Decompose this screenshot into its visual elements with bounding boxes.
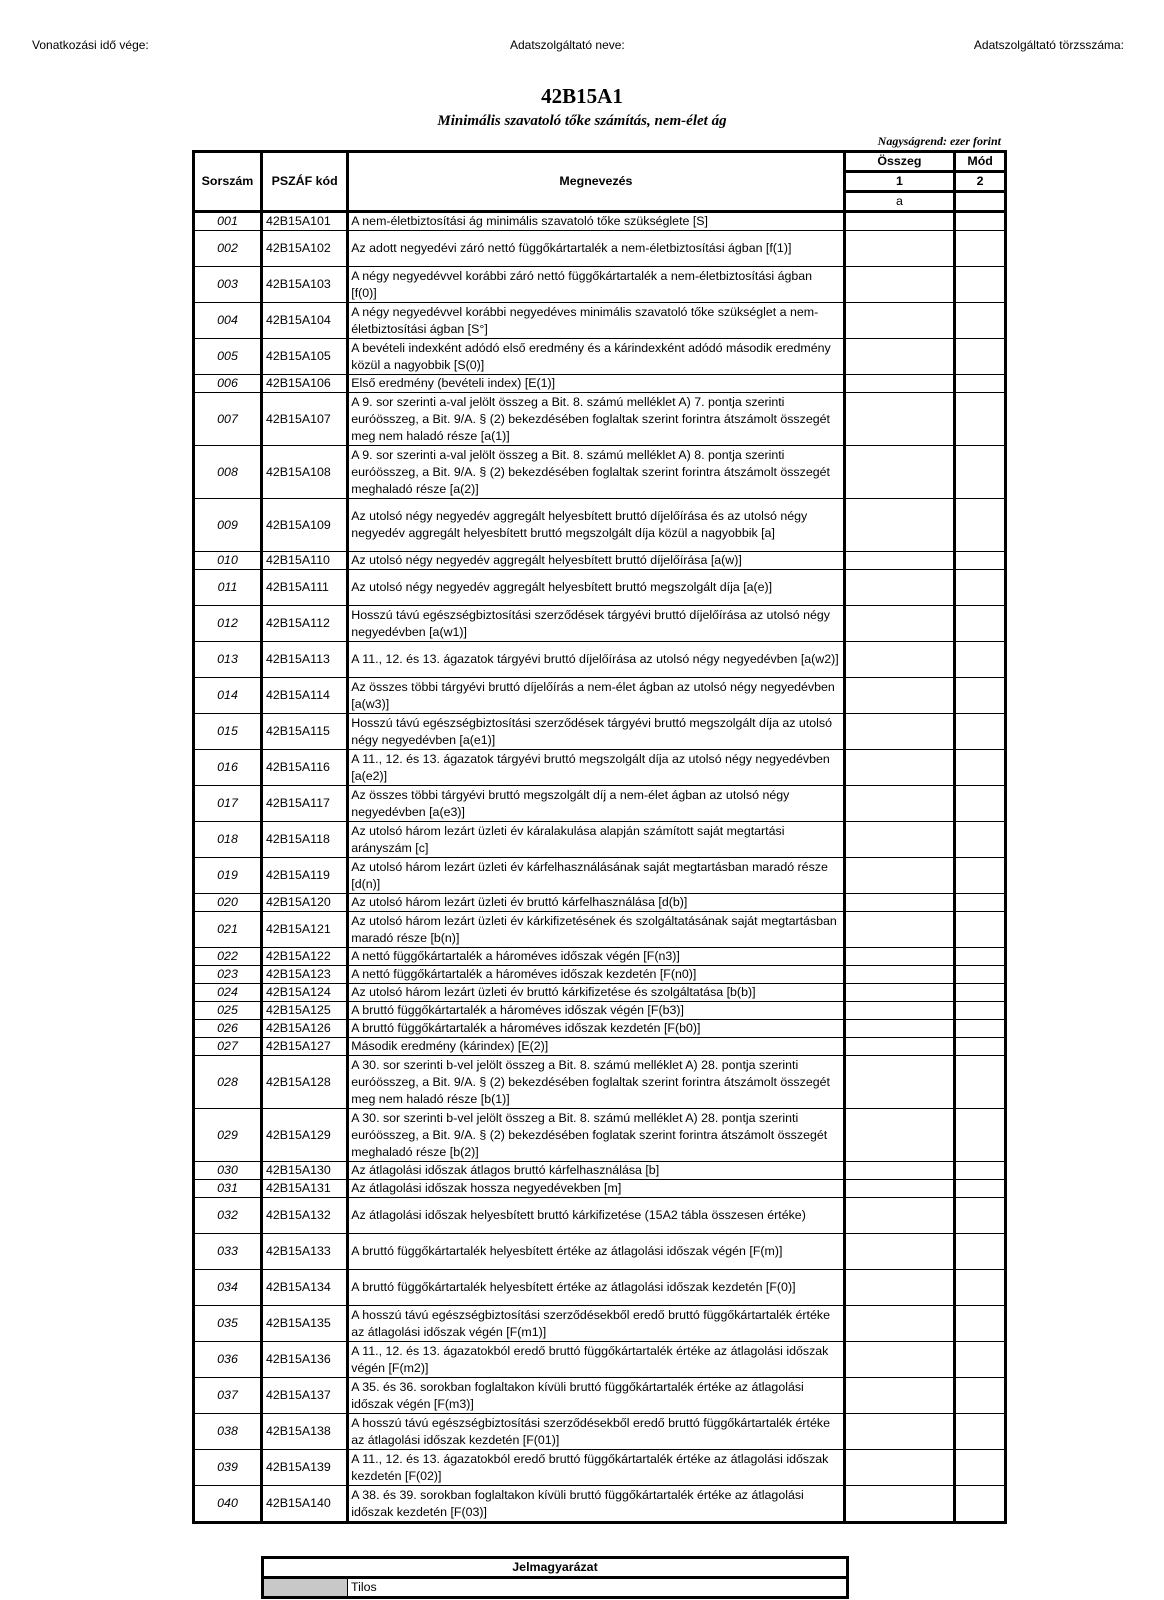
table-row <box>194 446 1006 499</box>
table-row <box>194 1020 1006 1038</box>
row-pszaf-code: 42B15A108 <box>262 446 348 499</box>
row-number: 001 <box>194 212 262 231</box>
row-pszaf-code: 42B15A130 <box>262 1162 348 1180</box>
row-mod-value[interactable] <box>955 912 1006 948</box>
table-row <box>194 1306 1006 1342</box>
table-row <box>194 499 1006 552</box>
row-name: Az utolsó négy negyedév aggregált helyesbített bruttó megszolgált díja [a(e)] <box>348 570 844 606</box>
row-mod-value[interactable] <box>955 678 1006 714</box>
row-pszaf-code: 42B15A112 <box>262 606 348 642</box>
header-sorszam: Sorszám <box>194 152 262 212</box>
table-row <box>194 1414 1006 1450</box>
row-mod-value[interactable] <box>955 267 1006 303</box>
row-pszaf-code: 42B15A139 <box>262 1450 348 1486</box>
row-number: 009 <box>194 499 262 552</box>
row-mod-value[interactable] <box>955 231 1006 267</box>
row-osszeg-value[interactable] <box>844 1038 955 1056</box>
row-number: 025 <box>194 1002 262 1020</box>
row-pszaf-code: 42B15A105 <box>262 339 348 375</box>
row-mod-value[interactable] <box>955 1002 1006 1020</box>
row-number: 016 <box>194 750 262 786</box>
table-row <box>194 858 1006 894</box>
row-number: 023 <box>194 966 262 984</box>
row-name: A négy negyedévvel korábbi záró nettó függőkártartalék a nem-életbiztosítási ágban [f(0)] <box>348 267 844 303</box>
row-name: Az összes többi tárgyévi bruttó megszolgált díj a nem-élet ágban az utolsó négy negyedévben [a(e3)] <box>348 786 844 822</box>
row-number: 037 <box>194 1378 262 1414</box>
table-row <box>194 1180 1006 1198</box>
row-name: A 9. sor szerinti a-val jelölt összeg a Bit. 8. számú melléklet A) 8. pontja szerinti euróösszeg, a Bit. 9/A. § (2) bekezdésében foglaltak szerint forintra átszámolt összegét meghaladó része [a(2)] <box>348 446 844 499</box>
header-reference-period-label: Vonatkozási idő vége: <box>32 38 149 52</box>
row-osszeg-value[interactable] <box>844 212 955 231</box>
row-number: 035 <box>194 1306 262 1342</box>
row-osszeg-value[interactable] <box>844 1486 955 1523</box>
row-number: 007 <box>194 393 262 446</box>
row-name: Hosszú távú egészségbiztosítási szerződések tárgyévi bruttó megszolgált díja az utolsó négy negyedévben [a(e1)] <box>348 714 844 750</box>
table-row <box>194 606 1006 642</box>
table-row <box>194 393 1006 446</box>
row-name: Az utolsó három lezárt üzleti év kárfelhasználásának saját megtartásban maradó része [d(n)] <box>348 858 844 894</box>
table-row <box>194 1056 1006 1109</box>
row-number: 021 <box>194 912 262 948</box>
row-number: 038 <box>194 1414 262 1450</box>
header-col-2-sub <box>955 192 1006 212</box>
row-osszeg-value[interactable] <box>844 822 955 858</box>
main-table <box>192 150 1007 1524</box>
row-number: 014 <box>194 678 262 714</box>
row-pszaf-code: 42B15A126 <box>262 1020 348 1038</box>
row-osszeg-value[interactable] <box>844 1342 955 1378</box>
row-mod-value[interactable] <box>955 1450 1006 1486</box>
table-row <box>194 1378 1006 1414</box>
row-name: Az utolsó négy negyedév aggregált helyesbített bruttó díjelőírása [a(w)] <box>348 552 844 570</box>
table-row <box>194 894 1006 912</box>
row-pszaf-code: 42B15A136 <box>262 1342 348 1378</box>
row-number: 005 <box>194 339 262 375</box>
row-pszaf-code: 42B15A104 <box>262 303 348 339</box>
row-mod-value[interactable] <box>955 1378 1006 1414</box>
row-pszaf-code: 42B15A114 <box>262 678 348 714</box>
row-pszaf-code: 42B15A102 <box>262 231 348 267</box>
row-pszaf-code: 42B15A129 <box>262 1109 348 1162</box>
row-mod-value[interactable] <box>955 499 1006 552</box>
row-mod-value[interactable] <box>955 894 1006 912</box>
row-number: 013 <box>194 642 262 678</box>
row-name: Az összes többi tárgyévi bruttó díjelőírás a nem-élet ágban az utolsó négy negyedévben [a(w3)] <box>348 678 844 714</box>
row-mod-value[interactable] <box>955 1180 1006 1198</box>
row-name: A négy negyedévvel korábbi negyedéves minimális szavatoló tőke szükséglet a nem-életbiztosítási ágban [S°] <box>348 303 844 339</box>
row-osszeg-value[interactable] <box>844 1270 955 1306</box>
row-name: A nettó függőkártartalék a hároméves időszak végén [F(n3)] <box>348 948 844 966</box>
row-name: A bevételi indexként adódó első eredmény és a kárindexként adódó második eredmény közül a nagyobbik [S(0)] <box>348 339 844 375</box>
row-osszeg-value[interactable] <box>844 267 955 303</box>
row-name: Az átlagolási időszak átlagos bruttó kárfelhasználása [b] <box>348 1162 844 1180</box>
row-number: 028 <box>194 1056 262 1109</box>
row-osszeg-value[interactable] <box>844 966 955 984</box>
row-pszaf-code: 42B15A119 <box>262 858 348 894</box>
legend-title: Jelmagyarázat <box>263 1558 848 1578</box>
header-megnevezes: Megnevezés <box>348 152 844 212</box>
row-name: Az utolsó négy negyedév aggregált helyesbített bruttó díjelőírása és az utolsó négy negyedév aggregált helyesbített bruttó megszolgált díja közül a nagyobbik [a] <box>348 499 844 552</box>
table-row <box>194 984 1006 1002</box>
row-name: Az átlagolási időszak hossza negyedévekben [m] <box>348 1180 844 1198</box>
header-pszaf-kod: PSZÁF kód <box>262 152 348 212</box>
table-row <box>194 822 1006 858</box>
row-osszeg-value[interactable] <box>844 1180 955 1198</box>
row-osszeg-value[interactable] <box>844 858 955 894</box>
row-osszeg-value[interactable] <box>844 642 955 678</box>
legend-swatch <box>263 1578 348 1598</box>
row-mod-value[interactable] <box>955 1198 1006 1234</box>
row-name: A 35. és 36. sorokban foglaltakon kívüli bruttó függőkártartalék értéke az átlagolási időszak végén [F(m3)] <box>348 1378 844 1414</box>
row-pszaf-code: 42B15A134 <box>262 1270 348 1306</box>
row-pszaf-code: 42B15A133 <box>262 1234 348 1270</box>
row-pszaf-code: 42B15A111 <box>262 570 348 606</box>
header-provider-id-label: Adatszolgáltató törzsszáma: <box>973 38 1124 52</box>
row-name: A hosszú távú egészségbiztosítási szerződésekből eredő bruttó függőkártartalék értéke az átlagolási időszak végén [F(m1)] <box>348 1306 844 1342</box>
table-row <box>194 714 1006 750</box>
row-pszaf-code: 42B15A122 <box>262 948 348 966</box>
row-mod-value[interactable] <box>955 393 1006 446</box>
row-name: A nettó függőkártartalék a hároméves időszak kezdetén [F(n0)] <box>348 966 844 984</box>
row-number: 040 <box>194 1486 262 1523</box>
row-name: Az utolsó három lezárt üzleti év bruttó kárfelhasználása [d(b)] <box>348 894 844 912</box>
table-row <box>194 552 1006 570</box>
row-mod-value[interactable] <box>955 1414 1006 1450</box>
table-row <box>194 570 1006 606</box>
row-name: Második eredmény (kárindex) [E(2)] <box>348 1038 844 1056</box>
row-number: 029 <box>194 1109 262 1162</box>
row-name: A nem-életbiztosítási ág minimális szavatoló tőke szükséglete [S] <box>348 212 844 231</box>
legend-table <box>261 1556 849 1599</box>
table-row <box>194 267 1006 303</box>
row-osszeg-value[interactable] <box>844 1198 955 1234</box>
row-mod-value[interactable] <box>955 339 1006 375</box>
row-osszeg-value[interactable] <box>844 1378 955 1414</box>
table-row <box>194 339 1006 375</box>
form-title: Minimális szavatoló tőke számítás, nem-élet ág <box>437 113 727 129</box>
row-osszeg-value[interactable] <box>844 948 955 966</box>
row-osszeg-value[interactable] <box>844 446 955 499</box>
table-row <box>194 1486 1006 1523</box>
row-name: A bruttó függőkártartalék helyesbített értéke az átlagolási időszak kezdetén [F(0)] <box>348 1270 844 1306</box>
row-name: A bruttó függőkártartalék a hároméves időszak kezdetén [F(b0)] <box>348 1020 844 1038</box>
row-osszeg-value[interactable] <box>844 303 955 339</box>
row-mod-value[interactable] <box>955 1270 1006 1306</box>
table-body <box>194 212 1006 1523</box>
row-osszeg-value[interactable] <box>844 1234 955 1270</box>
row-number: 026 <box>194 1020 262 1038</box>
row-pszaf-code: 42B15A117 <box>262 786 348 822</box>
row-pszaf-code: 42B15A140 <box>262 1486 348 1523</box>
row-name: Az utolsó három lezárt üzleti év kárkifizetésének és szolgáltatásának saját megtartásban maradó része [b(n)] <box>348 912 844 948</box>
table-row <box>194 303 1006 339</box>
row-number: 031 <box>194 1180 262 1198</box>
row-name: A 11., 12. és 13. ágazatok tárgyévi bruttó díjelőírása az utolsó négy negyedévben [a(w2)] <box>348 642 844 678</box>
row-number: 022 <box>194 948 262 966</box>
row-mod-value[interactable] <box>955 212 1006 231</box>
row-pszaf-code: 42B15A110 <box>262 552 348 570</box>
table-row <box>194 1162 1006 1180</box>
header-col-1-sub: a <box>844 192 955 212</box>
row-number: 036 <box>194 1342 262 1378</box>
row-mod-value[interactable] <box>955 750 1006 786</box>
form-code: 42B15A1 <box>541 84 623 108</box>
row-mod-value[interactable] <box>955 642 1006 678</box>
table-row <box>194 948 1006 966</box>
row-osszeg-value[interactable] <box>844 786 955 822</box>
table-row <box>194 1270 1006 1306</box>
row-number: 027 <box>194 1038 262 1056</box>
row-pszaf-code: 42B15A121 <box>262 912 348 948</box>
row-osszeg-value[interactable] <box>844 1450 955 1486</box>
row-number: 010 <box>194 552 262 570</box>
header-col-2: 2 <box>955 172 1006 192</box>
row-osszeg-value[interactable] <box>844 750 955 786</box>
table-row <box>194 1109 1006 1162</box>
row-osszeg-value[interactable] <box>844 1002 955 1020</box>
row-name: A 9. sor szerinti a-val jelölt összeg a Bit. 8. számú melléklet A) 7. pontja szerinti euróösszeg, a Bit. 9/A. § (2) bekezdésében foglaltak szerint forintra átszámolt összegét meg nem haladó része [a(1)] <box>348 393 844 446</box>
row-osszeg-value[interactable] <box>844 570 955 606</box>
row-number: 039 <box>194 1450 262 1486</box>
row-number: 008 <box>194 446 262 499</box>
row-pszaf-code: 42B15A118 <box>262 822 348 858</box>
row-osszeg-value[interactable] <box>844 1414 955 1450</box>
table-row <box>194 1450 1006 1486</box>
table-row <box>194 231 1006 267</box>
row-pszaf-code: 42B15A123 <box>262 966 348 984</box>
row-name: A bruttó függőkártartalék a hároméves időszak végén [F(b3)] <box>348 1002 844 1020</box>
row-osszeg-value[interactable] <box>844 894 955 912</box>
row-number: 033 <box>194 1234 262 1270</box>
row-mod-value[interactable] <box>955 606 1006 642</box>
row-number: 032 <box>194 1198 262 1234</box>
row-osszeg-value[interactable] <box>844 1306 955 1342</box>
row-pszaf-code: 42B15A107 <box>262 393 348 446</box>
table-row <box>194 1038 1006 1056</box>
row-mod-value[interactable] <box>955 375 1006 393</box>
row-pszaf-code: 42B15A120 <box>262 894 348 912</box>
row-number: 011 <box>194 570 262 606</box>
table-row <box>194 786 1006 822</box>
row-name: Az utolsó három lezárt üzleti év káralakulása alapján számított saját megtartási arányszám [c] <box>348 822 844 858</box>
row-name: Első eredmény (bevételi index) [E(1)] <box>348 375 844 393</box>
row-osszeg-value[interactable] <box>844 984 955 1002</box>
row-mod-value[interactable] <box>955 552 1006 570</box>
row-name: Az adott negyedévi záró nettó függőkártartalék a nem-életbiztosítási ágban [f(1)] <box>348 231 844 267</box>
row-pszaf-code: 42B15A116 <box>262 750 348 786</box>
table-row <box>194 1234 1006 1270</box>
table-row <box>194 375 1006 393</box>
row-mod-value[interactable] <box>955 1306 1006 1342</box>
legend-item-label: Tilos <box>348 1578 848 1598</box>
row-mod-value[interactable] <box>955 446 1006 499</box>
row-number: 020 <box>194 894 262 912</box>
row-name: A 11., 12. és 13. ágazatokból eredő bruttó függőkártartalék értéke az átlagolási időszak végén [F(m2)] <box>348 1342 844 1378</box>
row-number: 018 <box>194 822 262 858</box>
row-number: 012 <box>194 606 262 642</box>
header-provider-name-label: Adatszolgáltató neve: <box>510 38 625 52</box>
row-osszeg-value[interactable] <box>844 499 955 552</box>
row-number: 024 <box>194 984 262 1002</box>
row-number: 003 <box>194 267 262 303</box>
row-mod-value[interactable] <box>955 1038 1006 1056</box>
row-pszaf-code: 42B15A131 <box>262 1180 348 1198</box>
row-mod-value[interactable] <box>955 948 1006 966</box>
row-mod-value[interactable] <box>955 984 1006 1002</box>
row-pszaf-code: 42B15A135 <box>262 1306 348 1342</box>
row-osszeg-value[interactable] <box>844 1056 955 1109</box>
row-osszeg-value[interactable] <box>844 1109 955 1162</box>
header-osszeg: Összeg <box>844 152 955 172</box>
row-name: Az utolsó három lezárt üzleti év bruttó kárkifizetése és szolgáltatása [b(b)] <box>348 984 844 1002</box>
row-pszaf-code: 42B15A103 <box>262 267 348 303</box>
header-col-1: 1 <box>844 172 955 192</box>
row-number: 034 <box>194 1270 262 1306</box>
row-number: 030 <box>194 1162 262 1180</box>
row-pszaf-code: 42B15A101 <box>262 212 348 231</box>
row-name: A bruttó függőkártartalék helyesbített értéke az átlagolási időszak végén [F(m)] <box>348 1234 844 1270</box>
row-name: A 30. sor szerinti b-vel jelölt összeg a Bit. 8. számú melléklet A) 28. pontja szerinti euróösszeg, a Bit. 9/A. § (2) bekezdésében foglatak szerint forintra átszámolt összegét meghaladó része [b(2)] <box>348 1109 844 1162</box>
row-name: Az átlagolási időszak helyesbített bruttó kárkifizetése (15A2 tábla összesen értéke) <box>348 1198 844 1234</box>
row-mod-value[interactable] <box>955 822 1006 858</box>
row-osszeg-value[interactable] <box>844 714 955 750</box>
table-row <box>194 1342 1006 1378</box>
row-osszeg-value[interactable] <box>844 552 955 570</box>
row-mod-value[interactable] <box>955 1162 1006 1180</box>
row-mod-value[interactable] <box>955 1020 1006 1038</box>
row-osszeg-value[interactable] <box>844 375 955 393</box>
row-number: 017 <box>194 786 262 822</box>
table-row <box>194 642 1006 678</box>
row-mod-value[interactable] <box>955 1234 1006 1270</box>
row-pszaf-code: 42B15A125 <box>262 1002 348 1020</box>
row-pszaf-code: 42B15A132 <box>262 1198 348 1234</box>
row-pszaf-code: 42B15A124 <box>262 984 348 1002</box>
row-mod-value[interactable] <box>955 786 1006 822</box>
row-pszaf-code: 42B15A109 <box>262 499 348 552</box>
table-row <box>194 678 1006 714</box>
row-osszeg-value[interactable] <box>844 912 955 948</box>
row-name: Hosszú távú egészségbiztosítási szerződések tárgyévi bruttó díjelőírása az utolsó négy negyedévben [a(w1)] <box>348 606 844 642</box>
row-name: A 11., 12. és 13. ágazatok tárgyévi bruttó megszolgált díja az utolsó négy negyedévben [a(e2)] <box>348 750 844 786</box>
row-pszaf-code: 42B15A115 <box>262 714 348 750</box>
row-mod-value[interactable] <box>955 1056 1006 1109</box>
row-number: 004 <box>194 303 262 339</box>
row-mod-value[interactable] <box>955 1486 1006 1523</box>
row-osszeg-value[interactable] <box>844 606 955 642</box>
row-name: A 38. és 39. sorokban foglaltakon kívüli bruttó függőkártartalék értéke az átlagolási időszak kezdetén [F(03)] <box>348 1486 844 1523</box>
row-pszaf-code: 42B15A113 <box>262 642 348 678</box>
table-row <box>194 966 1006 984</box>
row-mod-value[interactable] <box>955 303 1006 339</box>
table-row <box>194 1002 1006 1020</box>
table-row <box>194 750 1006 786</box>
row-mod-value[interactable] <box>955 1342 1006 1378</box>
row-osszeg-value[interactable] <box>844 678 955 714</box>
row-number: 015 <box>194 714 262 750</box>
table-row <box>194 912 1006 948</box>
table-row <box>194 212 1006 231</box>
row-osszeg-value[interactable] <box>844 339 955 375</box>
row-mod-value[interactable] <box>955 966 1006 984</box>
row-mod-value[interactable] <box>955 714 1006 750</box>
row-osszeg-value[interactable] <box>844 231 955 267</box>
row-number: 006 <box>194 375 262 393</box>
row-mod-value[interactable] <box>955 570 1006 606</box>
row-pszaf-code: 42B15A127 <box>262 1038 348 1056</box>
scale-note: Nagyságrend: ezer forint <box>877 134 1001 148</box>
row-name: A 11., 12. és 13. ágazatokból eredő bruttó függőkártartalék értéke az átlagolási időszak kezdetén [F(02)] <box>348 1450 844 1486</box>
row-pszaf-code: 42B15A128 <box>262 1056 348 1109</box>
row-number: 002 <box>194 231 262 267</box>
row-osszeg-value[interactable] <box>844 1162 955 1180</box>
row-pszaf-code: 42B15A106 <box>262 375 348 393</box>
row-mod-value[interactable] <box>955 1109 1006 1162</box>
row-mod-value[interactable] <box>955 858 1006 894</box>
row-pszaf-code: 42B15A137 <box>262 1378 348 1414</box>
header-mod: Mód <box>955 152 1006 172</box>
row-name: A hosszú távú egészségbiztosítási szerződésekből eredő bruttó függőkártartalék értéke az átlagolási időszak kezdetén [F(01)] <box>348 1414 844 1450</box>
row-number: 019 <box>194 858 262 894</box>
row-osszeg-value[interactable] <box>844 1020 955 1038</box>
table-row <box>194 1198 1006 1234</box>
row-pszaf-code: 42B15A138 <box>262 1414 348 1450</box>
row-name: A 30. sor szerinti b-vel jelölt összeg a Bit. 8. számú melléklet A) 28. pontja szerinti euróösszeg, a Bit. 9/A. § (2) bekezdésében foglaltak szerint forintra átszámolt összegét meg nem haladó része [b(1)] <box>348 1056 844 1109</box>
row-osszeg-value[interactable] <box>844 393 955 446</box>
